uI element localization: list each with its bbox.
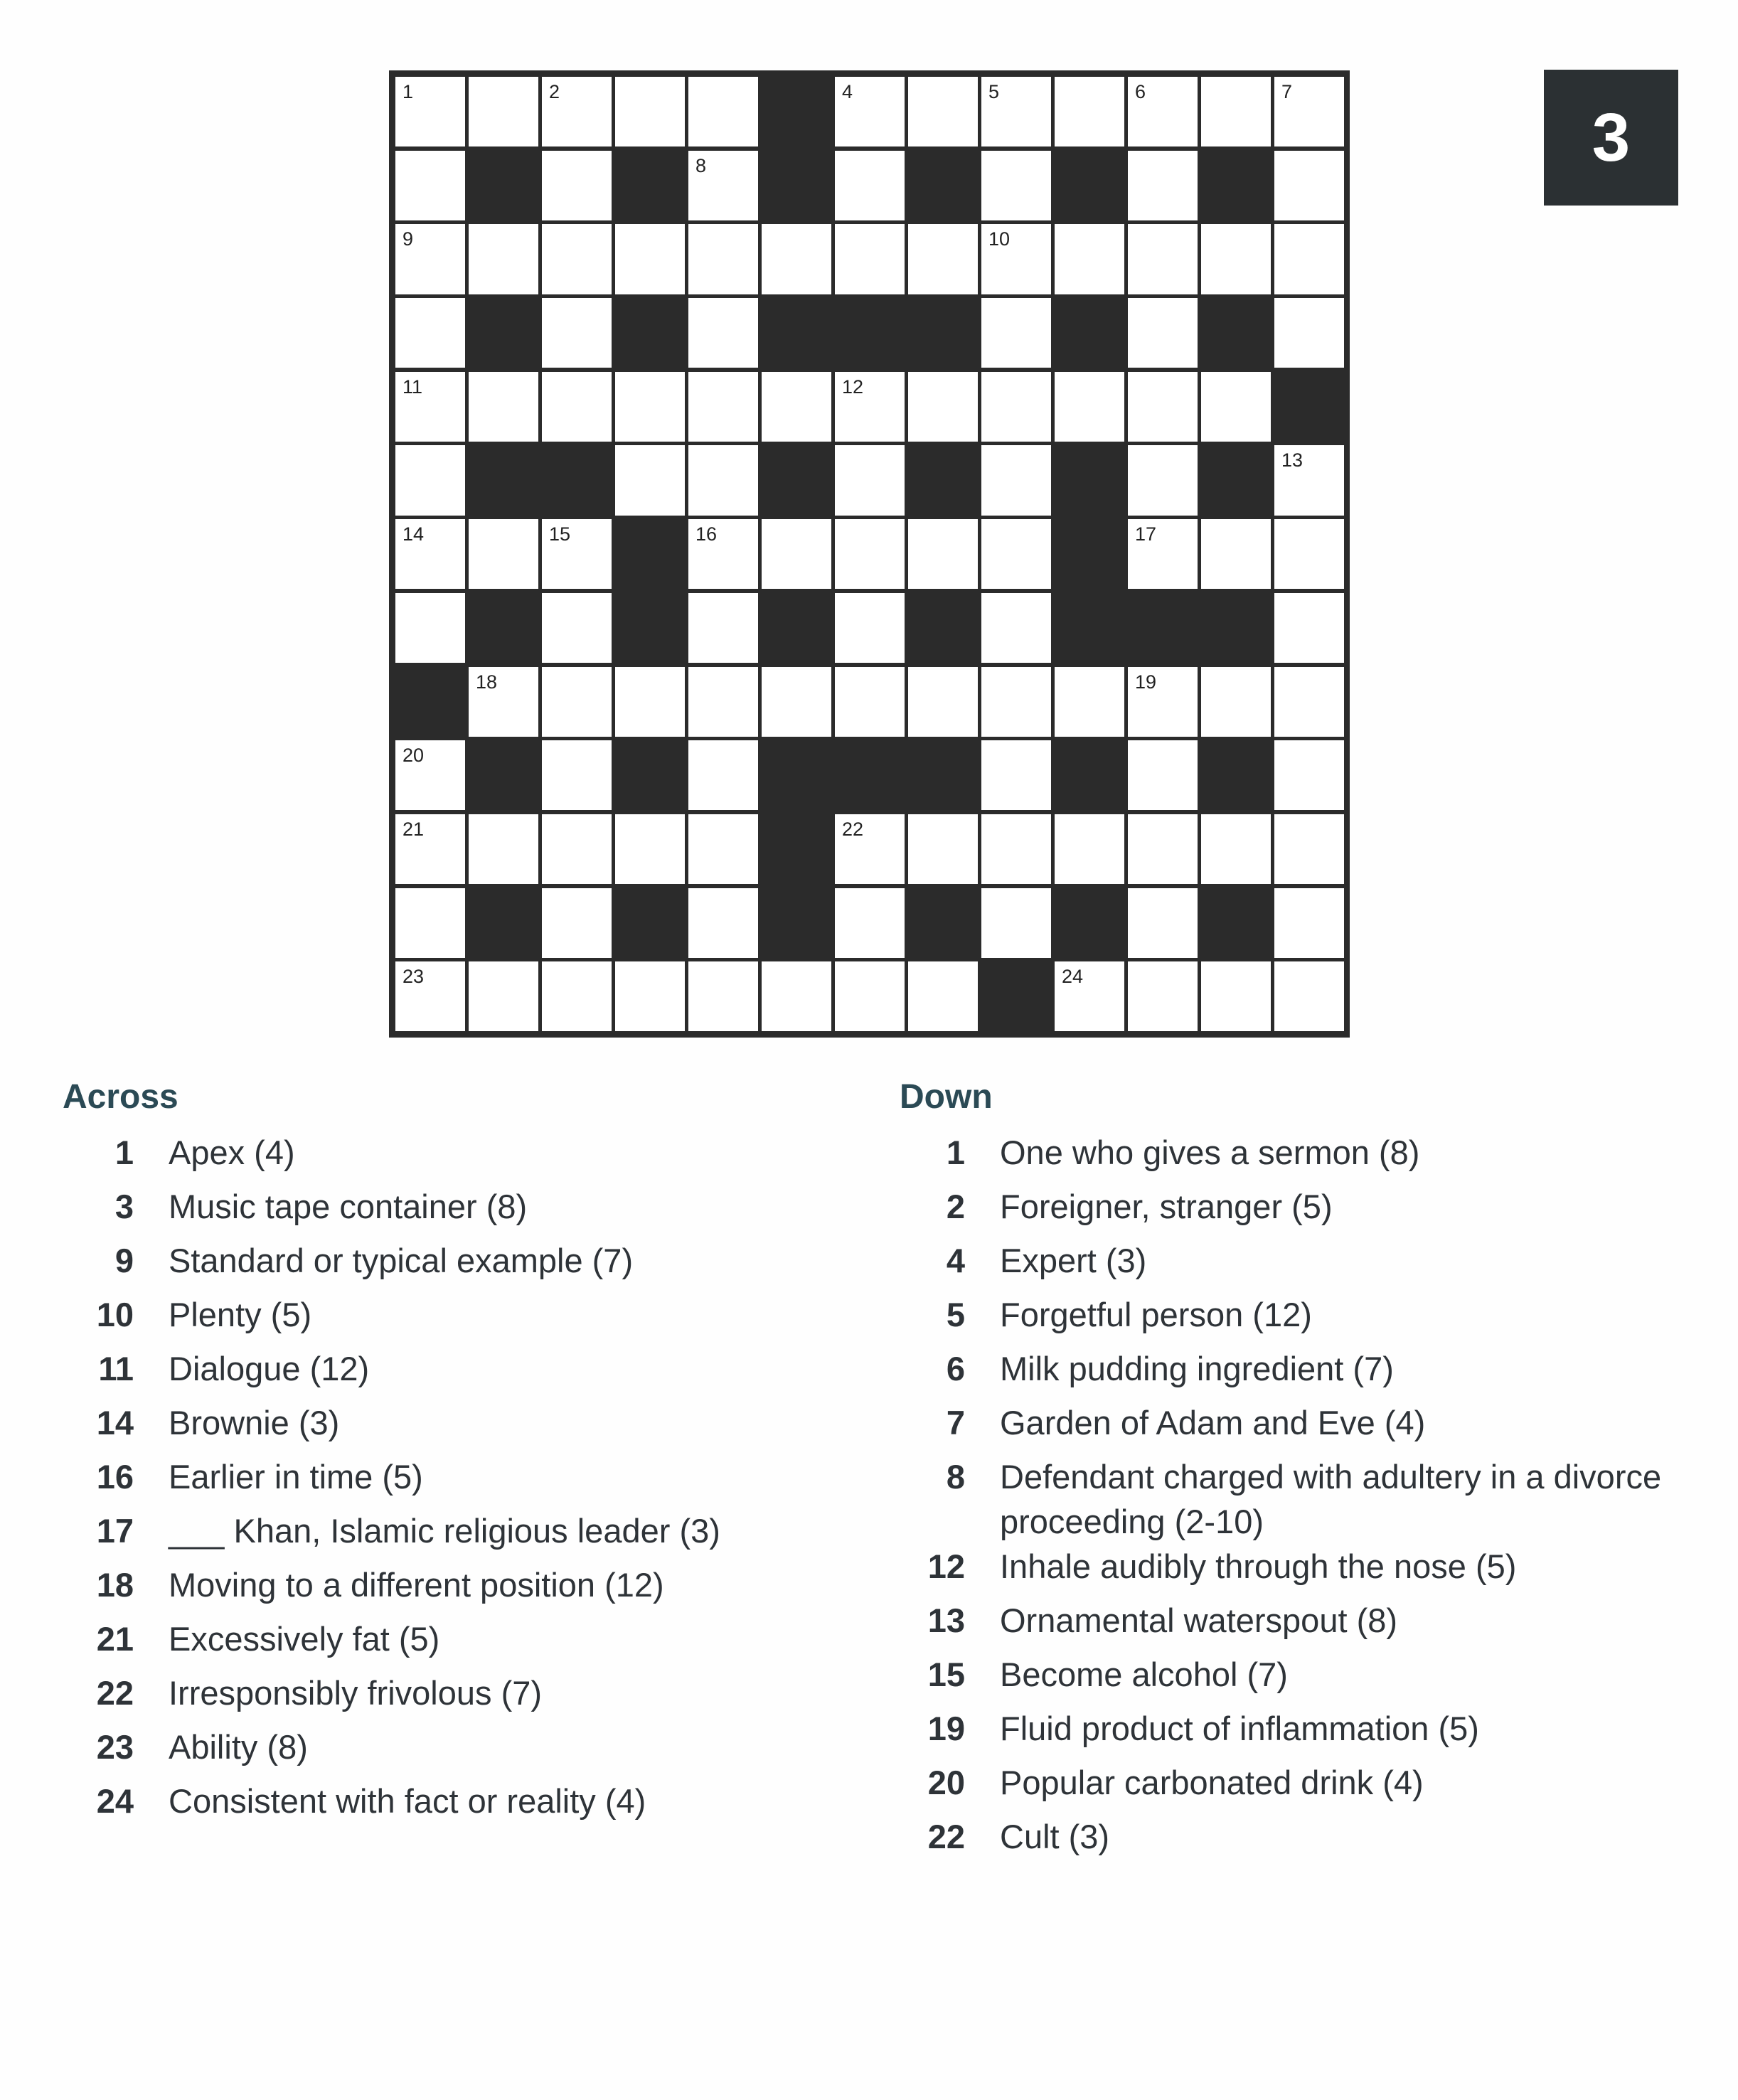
grid-cell[interactable] [759, 517, 833, 591]
grid-block [1052, 296, 1126, 370]
cell-number: 21 [402, 818, 425, 840]
grid-block [467, 149, 540, 223]
grid-cell[interactable] [1199, 222, 1273, 296]
grid-cell[interactable] [1126, 296, 1200, 370]
grid-cell[interactable] [393, 296, 467, 370]
grid-cell[interactable] [979, 370, 1053, 444]
grid-cell[interactable] [686, 517, 760, 591]
cell-number: 10 [988, 228, 1011, 250]
grid-cell[interactable] [1199, 959, 1273, 1033]
grid-block [833, 296, 907, 370]
cell-number: 22 [842, 818, 864, 840]
grid-cell[interactable] [686, 665, 760, 739]
grid-cell[interactable] [540, 738, 614, 812]
clue-text: ___ Khan, Islamic religious leader (3) [169, 1512, 720, 1550]
grid-cell[interactable] [1126, 738, 1200, 812]
grid-cell[interactable] [393, 959, 467, 1033]
down-clue [900, 1346, 1717, 1400]
grid-cell[interactable] [1272, 149, 1346, 223]
grid-block [906, 886, 980, 960]
clue-text: Brownie (3) [169, 1404, 340, 1441]
down-clue [900, 1184, 1717, 1238]
clue-number: 11 [98, 1350, 134, 1387]
grid-cell[interactable] [467, 812, 540, 886]
clue-text: Dialogue (12) [169, 1350, 370, 1387]
cell-number: 11 [402, 375, 423, 398]
clue-text: Garden of Adam and Eve (4) [1000, 1404, 1426, 1441]
clue-number: 22 [927, 1818, 965, 1855]
cell-number: 4 [842, 81, 853, 102]
grid-block [613, 591, 687, 665]
clue-text: Defendant charged with adultery in a divorce proceeding (2-10) [1000, 1458, 1662, 1540]
grid-cell[interactable] [686, 591, 760, 665]
grid-block [1199, 738, 1273, 812]
across-clue [63, 1400, 880, 1454]
grid-block [759, 812, 833, 886]
across-clue [63, 1454, 880, 1508]
grid-cell[interactable] [686, 222, 760, 296]
grid-cell[interactable] [906, 370, 980, 444]
grid-block [759, 75, 833, 149]
cell-number: 19 [1135, 671, 1157, 693]
grid-block [906, 149, 980, 223]
grid-cell[interactable] [1052, 959, 1126, 1033]
grid-block [613, 886, 687, 960]
grid-cell[interactable] [833, 591, 907, 665]
clue-number: 1 [114, 1134, 134, 1171]
grid-cell[interactable] [833, 75, 907, 149]
grid-cell[interactable] [979, 75, 1053, 149]
clue-text: Forgetful person (12) [1000, 1296, 1312, 1333]
grid-cell[interactable] [1052, 75, 1126, 149]
clue-text: Irresponsibly frivolous (7) [169, 1674, 543, 1712]
grid-cell[interactable] [686, 370, 760, 444]
grid-cell[interactable] [833, 443, 907, 517]
grid-cell[interactable] [833, 886, 907, 960]
clue-number: 23 [96, 1728, 134, 1766]
clue-number: 12 [927, 1547, 965, 1585]
clue-number: 17 [96, 1512, 134, 1550]
across-clue [63, 1346, 880, 1400]
grid-block [467, 591, 540, 665]
clue-text: Expert (3) [1000, 1242, 1147, 1279]
grid-block [1272, 370, 1346, 444]
clue-number: 10 [96, 1296, 134, 1333]
grid-cell[interactable] [906, 222, 980, 296]
grid-cell[interactable] [833, 959, 907, 1033]
cell-number: 23 [402, 966, 425, 988]
clue-text: Ability (8) [169, 1728, 308, 1766]
clue-text: One who gives a sermon (8) [1000, 1134, 1420, 1171]
clue-text: Fluid product of inflammation (5) [1000, 1710, 1479, 1747]
grid-cell[interactable] [833, 222, 907, 296]
grid-block [906, 296, 980, 370]
grid-cell[interactable] [1126, 222, 1200, 296]
grid-cell[interactable] [979, 149, 1053, 223]
down-clue [900, 1544, 1717, 1598]
clue-number: 7 [946, 1404, 965, 1441]
grid-cell[interactable] [540, 591, 614, 665]
clue-text: Milk pudding ingredient (7) [1000, 1350, 1394, 1387]
cell-number: 6 [1135, 81, 1146, 102]
grid-cell[interactable] [1126, 517, 1200, 591]
clue-text: Excessively fat (5) [169, 1620, 440, 1658]
grid-cell[interactable] [1199, 665, 1273, 739]
clue-text: Standard or typical example (7) [169, 1242, 634, 1279]
grid-block [613, 738, 687, 812]
cell-number: 16 [695, 523, 718, 545]
clue-text: Music tape container (8) [169, 1188, 528, 1225]
grid-block [1126, 591, 1200, 665]
grid-block [1052, 591, 1126, 665]
down-clue [900, 1706, 1717, 1760]
grid-block [759, 149, 833, 223]
grid-block [1052, 517, 1126, 591]
across-clue [63, 1130, 880, 1184]
clue-text: Earlier in time (5) [169, 1458, 423, 1496]
grid-block [759, 296, 833, 370]
grid-cell[interactable] [979, 886, 1053, 960]
grid-cell[interactable] [467, 517, 540, 591]
grid-cell[interactable] [1272, 443, 1346, 517]
grid-cell[interactable] [1272, 812, 1346, 886]
grid-block [467, 738, 540, 812]
grid-block [1052, 738, 1126, 812]
clue-text: Cult (3) [1000, 1818, 1110, 1855]
grid-cell[interactable] [686, 959, 760, 1033]
clue-number: 2 [946, 1188, 965, 1225]
grid-block [1199, 443, 1273, 517]
grid-cell[interactable] [979, 517, 1053, 591]
grid-cell[interactable] [979, 812, 1053, 886]
grid-cell[interactable] [1052, 370, 1126, 444]
down-clue [900, 1400, 1717, 1454]
grid-cell[interactable] [1126, 370, 1200, 444]
clue-number: 4 [946, 1242, 965, 1279]
grid-cell[interactable] [540, 812, 614, 886]
grid-cell[interactable] [1272, 222, 1346, 296]
grid-block [1199, 149, 1273, 223]
across-clue [63, 1670, 880, 1725]
grid-cell[interactable] [1052, 812, 1126, 886]
grid-block [906, 738, 980, 812]
grid-cell[interactable] [1052, 665, 1126, 739]
clue-number: 18 [96, 1566, 134, 1604]
across-clue [63, 1562, 880, 1616]
cell-number: 9 [402, 228, 414, 250]
grid-cell[interactable] [759, 665, 833, 739]
grid-cell[interactable] [467, 75, 540, 149]
grid-block [613, 517, 687, 591]
cell-number: 13 [1281, 449, 1304, 471]
grid-block [1052, 886, 1126, 960]
grid-cell[interactable] [393, 812, 467, 886]
cell-number: 1 [402, 81, 414, 102]
grid-block [833, 738, 907, 812]
clue-number: 13 [927, 1601, 965, 1639]
clue-number: 16 [96, 1458, 134, 1496]
grid-cell[interactable] [1272, 886, 1346, 960]
grid-cell[interactable] [686, 886, 760, 960]
grid-block [759, 738, 833, 812]
down-clue [900, 1238, 1717, 1292]
across-clue-list [63, 1130, 880, 1833]
down-clue [900, 1598, 1717, 1652]
grid-cell[interactable] [613, 370, 687, 444]
grid-cell[interactable] [1199, 517, 1273, 591]
grid-cell[interactable] [1052, 222, 1126, 296]
clue-number: 20 [927, 1764, 965, 1801]
grid-cell[interactable] [393, 222, 467, 296]
grid-block [1199, 296, 1273, 370]
cell-number: 15 [549, 523, 571, 545]
down-clue [900, 1130, 1717, 1184]
grid-cell[interactable] [979, 296, 1053, 370]
grid-cell[interactable] [979, 591, 1053, 665]
grid-block [1199, 886, 1273, 960]
grid-cell[interactable] [393, 75, 467, 149]
clue-number: 22 [96, 1674, 134, 1712]
across-clue [63, 1238, 880, 1292]
clue-number: 24 [96, 1782, 134, 1820]
down-clue [900, 1292, 1717, 1346]
grid-cell[interactable] [393, 443, 467, 517]
grid-cell[interactable] [613, 665, 687, 739]
clue-text: Moving to a different position (12) [169, 1566, 664, 1604]
grid-cell[interactable] [1126, 665, 1200, 739]
grid-cell[interactable] [540, 959, 614, 1033]
grid-cell[interactable] [613, 959, 687, 1033]
grid-cell[interactable] [1126, 75, 1200, 149]
grid-cell[interactable] [393, 886, 467, 960]
clue-number: 1 [946, 1134, 965, 1171]
grid-cell[interactable] [540, 370, 614, 444]
down-clue-list [900, 1130, 1717, 1868]
grid-cell[interactable] [686, 812, 760, 886]
grid-cell[interactable] [833, 665, 907, 739]
cell-number: 12 [842, 375, 864, 398]
grid-cell[interactable] [1199, 75, 1273, 149]
grid-cell[interactable] [1126, 812, 1200, 886]
grid-cell[interactable] [906, 665, 980, 739]
grid-cell[interactable] [540, 517, 614, 591]
grid-block [979, 959, 1053, 1033]
cell-number: 7 [1281, 81, 1293, 102]
clue-number: 14 [96, 1404, 134, 1441]
grid-cell[interactable] [833, 149, 907, 223]
grid-cell[interactable] [979, 222, 1053, 296]
cell-number: 2 [549, 81, 560, 102]
grid-cell[interactable] [613, 222, 687, 296]
cell-number: 17 [1135, 523, 1157, 545]
clue-number: 3 [114, 1188, 134, 1225]
clue-number: 19 [927, 1710, 965, 1747]
grid-cell[interactable] [686, 75, 760, 149]
grid-cell[interactable] [1272, 296, 1346, 370]
grid-cell[interactable] [393, 370, 467, 444]
grid-cell[interactable] [1272, 75, 1346, 149]
clue-text: Consistent with fact or reality (4) [169, 1782, 646, 1820]
grid-block [1052, 149, 1126, 223]
grid-cell[interactable] [1126, 149, 1200, 223]
grid-cell[interactable] [759, 370, 833, 444]
grid-cell[interactable] [1126, 443, 1200, 517]
grid-cell[interactable] [1272, 738, 1346, 812]
grid-cell[interactable] [833, 370, 907, 444]
down-clues [900, 1077, 1717, 1868]
grid-block [906, 591, 980, 665]
grid-cell[interactable] [686, 443, 760, 517]
across-clue [63, 1508, 880, 1562]
grid-cell[interactable] [979, 443, 1053, 517]
grid-cell[interactable] [833, 517, 907, 591]
grid-cell[interactable] [1272, 959, 1346, 1033]
grid-cell[interactable] [540, 75, 614, 149]
down-clue [900, 1760, 1717, 1814]
grid-block [1052, 443, 1126, 517]
across-clue [63, 1184, 880, 1238]
grid-cell[interactable] [979, 665, 1053, 739]
across-clue [63, 1779, 880, 1833]
grid-cell[interactable] [540, 886, 614, 960]
grid-cell[interactable] [467, 665, 540, 739]
grid-cell[interactable] [686, 149, 760, 223]
across-clue [63, 1292, 880, 1346]
grid-cell[interactable] [393, 591, 467, 665]
grid-cell[interactable] [1199, 370, 1273, 444]
grid-cell[interactable] [393, 149, 467, 223]
grid-block [759, 591, 833, 665]
grid-cell[interactable] [906, 75, 980, 149]
across-clues [63, 1077, 880, 1833]
cell-number: 14 [402, 523, 425, 545]
grid-cell[interactable] [540, 665, 614, 739]
cell-number: 20 [402, 745, 425, 767]
grid-cell[interactable] [759, 222, 833, 296]
grid-cell[interactable] [1272, 665, 1346, 739]
clue-number: 5 [946, 1296, 965, 1333]
down-heading: Down [900, 1078, 993, 1116]
puzzle-number-badge: 3 [1544, 70, 1678, 206]
grid-cell[interactable] [393, 738, 467, 812]
clue-text: Popular carbonated drink (4) [1000, 1764, 1424, 1801]
grid-cell[interactable] [1272, 517, 1346, 591]
clue-text: Inhale audibly through the nose (5) [1000, 1547, 1517, 1585]
clue-number: 8 [946, 1458, 965, 1496]
grid-cell[interactable] [613, 443, 687, 517]
grid-cell[interactable] [467, 959, 540, 1033]
grid-cell[interactable] [613, 812, 687, 886]
across-heading: Across [63, 1078, 178, 1116]
down-clue [900, 1814, 1717, 1868]
grid-block [467, 296, 540, 370]
across-clue [63, 1725, 880, 1779]
grid-cell[interactable] [1126, 886, 1200, 960]
grid-block [1199, 591, 1273, 665]
grid-cell[interactable] [906, 959, 980, 1033]
grid-cell[interactable] [1126, 959, 1200, 1033]
grid-cell[interactable] [613, 75, 687, 149]
grid-cell[interactable] [833, 812, 907, 886]
clue-text: Apex (4) [169, 1134, 295, 1171]
clue-number: 9 [114, 1242, 134, 1279]
grid-block [613, 296, 687, 370]
grid-block [759, 443, 833, 517]
grid-block [540, 443, 614, 517]
clue-text: Foreigner, stranger (5) [1000, 1188, 1333, 1225]
grid-block [906, 443, 980, 517]
grid-block [467, 443, 540, 517]
grid-cell[interactable] [686, 738, 760, 812]
down-clue [900, 1652, 1717, 1706]
grid-cell[interactable] [1272, 591, 1346, 665]
grid-cell[interactable] [759, 959, 833, 1033]
grid-cell[interactable] [540, 149, 614, 223]
grid-cell[interactable] [906, 812, 980, 886]
grid-block [759, 886, 833, 960]
clue-text: Become alcohol (7) [1000, 1656, 1288, 1693]
cell-number: 24 [1062, 966, 1084, 988]
down-clue [900, 1454, 1717, 1544]
crossword-grid [389, 70, 1350, 1038]
grid-block [467, 886, 540, 960]
grid-block [613, 149, 687, 223]
clue-number: 15 [927, 1656, 965, 1693]
grid-cell[interactable] [393, 517, 467, 591]
grid-cell[interactable] [979, 738, 1053, 812]
clue-number: 6 [946, 1350, 965, 1387]
grid-cell[interactable] [540, 296, 614, 370]
grid-cell[interactable] [467, 370, 540, 444]
across-clue [63, 1616, 880, 1670]
grid-cell[interactable] [906, 517, 980, 591]
clue-text: Ornamental waterspout (8) [1000, 1601, 1398, 1639]
cell-number: 18 [476, 671, 498, 693]
clue-text: Plenty (5) [169, 1296, 312, 1333]
grid-cell[interactable] [467, 222, 540, 296]
grid-cell[interactable] [1199, 812, 1273, 886]
grid-block [393, 665, 467, 739]
grid-cell[interactable] [540, 222, 614, 296]
cell-number: 5 [988, 81, 1000, 102]
cell-number: 8 [695, 154, 707, 176]
clue-number: 21 [96, 1620, 134, 1658]
grid-cell[interactable] [686, 296, 760, 370]
